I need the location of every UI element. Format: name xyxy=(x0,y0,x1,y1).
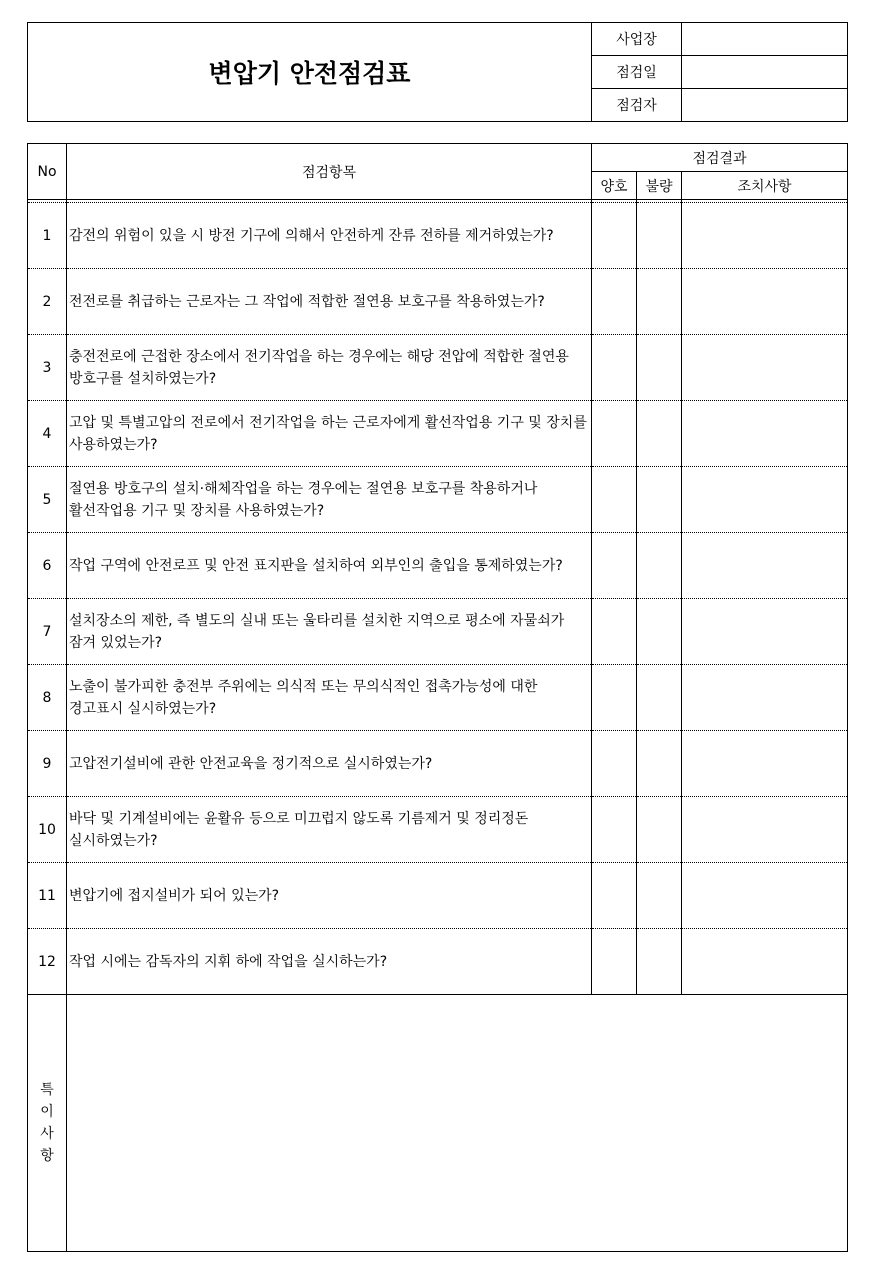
bad-check-cell[interactable] xyxy=(637,929,682,995)
item-number: 8 xyxy=(28,665,67,731)
item-question: 설치장소의 제한, 즉 별도의 실내 또는 울타리를 설치한 지역으로 평소에 자물쇠가 잠겨 있었는가? xyxy=(67,599,592,665)
good-check-cell[interactable] xyxy=(592,401,637,467)
col-bad-header: 불량 xyxy=(637,172,682,200)
inspection-date-label: 점검일 xyxy=(592,56,682,89)
bad-check-cell[interactable] xyxy=(637,335,682,401)
good-check-cell[interactable] xyxy=(592,335,637,401)
action-cell[interactable] xyxy=(682,863,848,929)
item-number: 10 xyxy=(28,797,67,863)
action-cell[interactable] xyxy=(682,203,848,269)
inspector-label: 점검자 xyxy=(592,89,682,122)
action-cell[interactable] xyxy=(682,797,848,863)
bad-check-cell[interactable] xyxy=(637,863,682,929)
good-check-cell[interactable] xyxy=(592,863,637,929)
good-check-cell[interactable] xyxy=(592,203,637,269)
item-number: 12 xyxy=(28,929,67,995)
remarks-field[interactable] xyxy=(67,995,848,1252)
table-row xyxy=(28,797,848,863)
item-number: 3 xyxy=(28,335,67,401)
bad-check-cell[interactable] xyxy=(637,203,682,269)
item-question: 고압전기설비에 관한 안전교육을 정기적으로 실시하였는가? xyxy=(67,731,592,797)
col-action-header: 조치사항 xyxy=(682,172,848,200)
bad-check-cell[interactable] xyxy=(637,533,682,599)
table-row xyxy=(28,863,848,929)
item-number: 7 xyxy=(28,599,67,665)
header-table xyxy=(27,22,848,122)
action-cell[interactable] xyxy=(682,599,848,665)
bad-check-cell[interactable] xyxy=(637,269,682,335)
bad-check-cell[interactable] xyxy=(637,731,682,797)
checklist-items xyxy=(28,203,848,995)
bad-check-cell[interactable] xyxy=(637,467,682,533)
action-cell[interactable] xyxy=(682,929,848,995)
table-row xyxy=(28,203,848,269)
table-row xyxy=(28,335,848,401)
action-cell[interactable] xyxy=(682,467,848,533)
item-number: 1 xyxy=(28,203,67,269)
item-number: 9 xyxy=(28,731,67,797)
inspection-date-field[interactable] xyxy=(682,56,848,89)
good-check-cell[interactable] xyxy=(592,269,637,335)
item-question: 바닥 및 기계설비에는 윤활유 등으로 미끄럽지 않도록 기름제거 및 정리정돈 실시하였는가? xyxy=(67,797,592,863)
good-check-cell[interactable] xyxy=(592,665,637,731)
good-check-cell[interactable] xyxy=(592,929,637,995)
item-question: 변압기에 접지설비가 되어 있는가? xyxy=(67,863,592,929)
table-row xyxy=(28,467,848,533)
action-cell[interactable] xyxy=(682,533,848,599)
good-check-cell[interactable] xyxy=(592,599,637,665)
page-title: 변압기 안전점검표 xyxy=(28,23,592,122)
table-row xyxy=(28,269,848,335)
action-cell[interactable] xyxy=(682,665,848,731)
action-cell[interactable] xyxy=(682,401,848,467)
bad-check-cell[interactable] xyxy=(637,797,682,863)
item-question: 충전전로에 근접한 장소에서 전기작업을 하는 경우에는 해당 전압에 적합한 절연용 방호구를 설치하였는가? xyxy=(67,335,592,401)
bad-check-cell[interactable] xyxy=(637,401,682,467)
item-number: 2 xyxy=(28,269,67,335)
bad-check-cell[interactable] xyxy=(637,665,682,731)
item-number: 5 xyxy=(28,467,67,533)
table-row xyxy=(28,401,848,467)
col-no-header: No xyxy=(28,144,67,200)
item-number: 4 xyxy=(28,401,67,467)
inspector-field[interactable] xyxy=(682,89,848,122)
col-good-header: 양호 xyxy=(592,172,637,200)
item-question: 전전로를 취급하는 근로자는 그 작업에 적합한 절연용 보호구를 착용하였는가? xyxy=(67,269,592,335)
good-check-cell[interactable] xyxy=(592,467,637,533)
action-cell[interactable] xyxy=(682,731,848,797)
table-row xyxy=(28,533,848,599)
table-row xyxy=(28,929,848,995)
action-cell[interactable] xyxy=(682,269,848,335)
item-question: 노출이 불가피한 충전부 주위에는 의식적 또는 무의식적인 접촉가능성에 대한 경고표시 실시하였는가? xyxy=(67,665,592,731)
item-number: 11 xyxy=(28,863,67,929)
remarks-label: 특 이 사 항 xyxy=(28,995,67,1252)
item-question: 고압 및 특별고압의 전로에서 전기작업을 하는 근로자에게 활선작업용 기구 및 장치를 사용하였는가? xyxy=(67,401,592,467)
action-cell[interactable] xyxy=(682,335,848,401)
good-check-cell[interactable] xyxy=(592,797,637,863)
bad-check-cell[interactable] xyxy=(637,599,682,665)
checklist-table xyxy=(27,143,848,1252)
table-row xyxy=(28,665,848,731)
table-row xyxy=(28,599,848,665)
site-label: 사업장 xyxy=(592,23,682,56)
item-number: 6 xyxy=(28,533,67,599)
item-question: 절연용 방호구의 설치·해체작업을 하는 경우에는 절연용 보호구를 착용하거나 활선작업용 기구 및 장치를 사용하였는가? xyxy=(67,467,592,533)
site-field[interactable] xyxy=(682,23,848,56)
good-check-cell[interactable] xyxy=(592,731,637,797)
col-item-header: 점검항목 xyxy=(67,144,592,200)
col-result-header: 점검결과 xyxy=(592,144,848,172)
good-check-cell[interactable] xyxy=(592,533,637,599)
item-question: 감전의 위험이 있을 시 방전 기구에 의해서 안전하게 잔류 전하를 제거하였는가? xyxy=(67,203,592,269)
item-question: 작업 구역에 안전로프 및 안전 표지판을 설치하여 외부인의 출입을 통제하였는가? xyxy=(67,533,592,599)
item-question: 작업 시에는 감독자의 지휘 하에 작업을 실시하는가? xyxy=(67,929,592,995)
table-row xyxy=(28,731,848,797)
